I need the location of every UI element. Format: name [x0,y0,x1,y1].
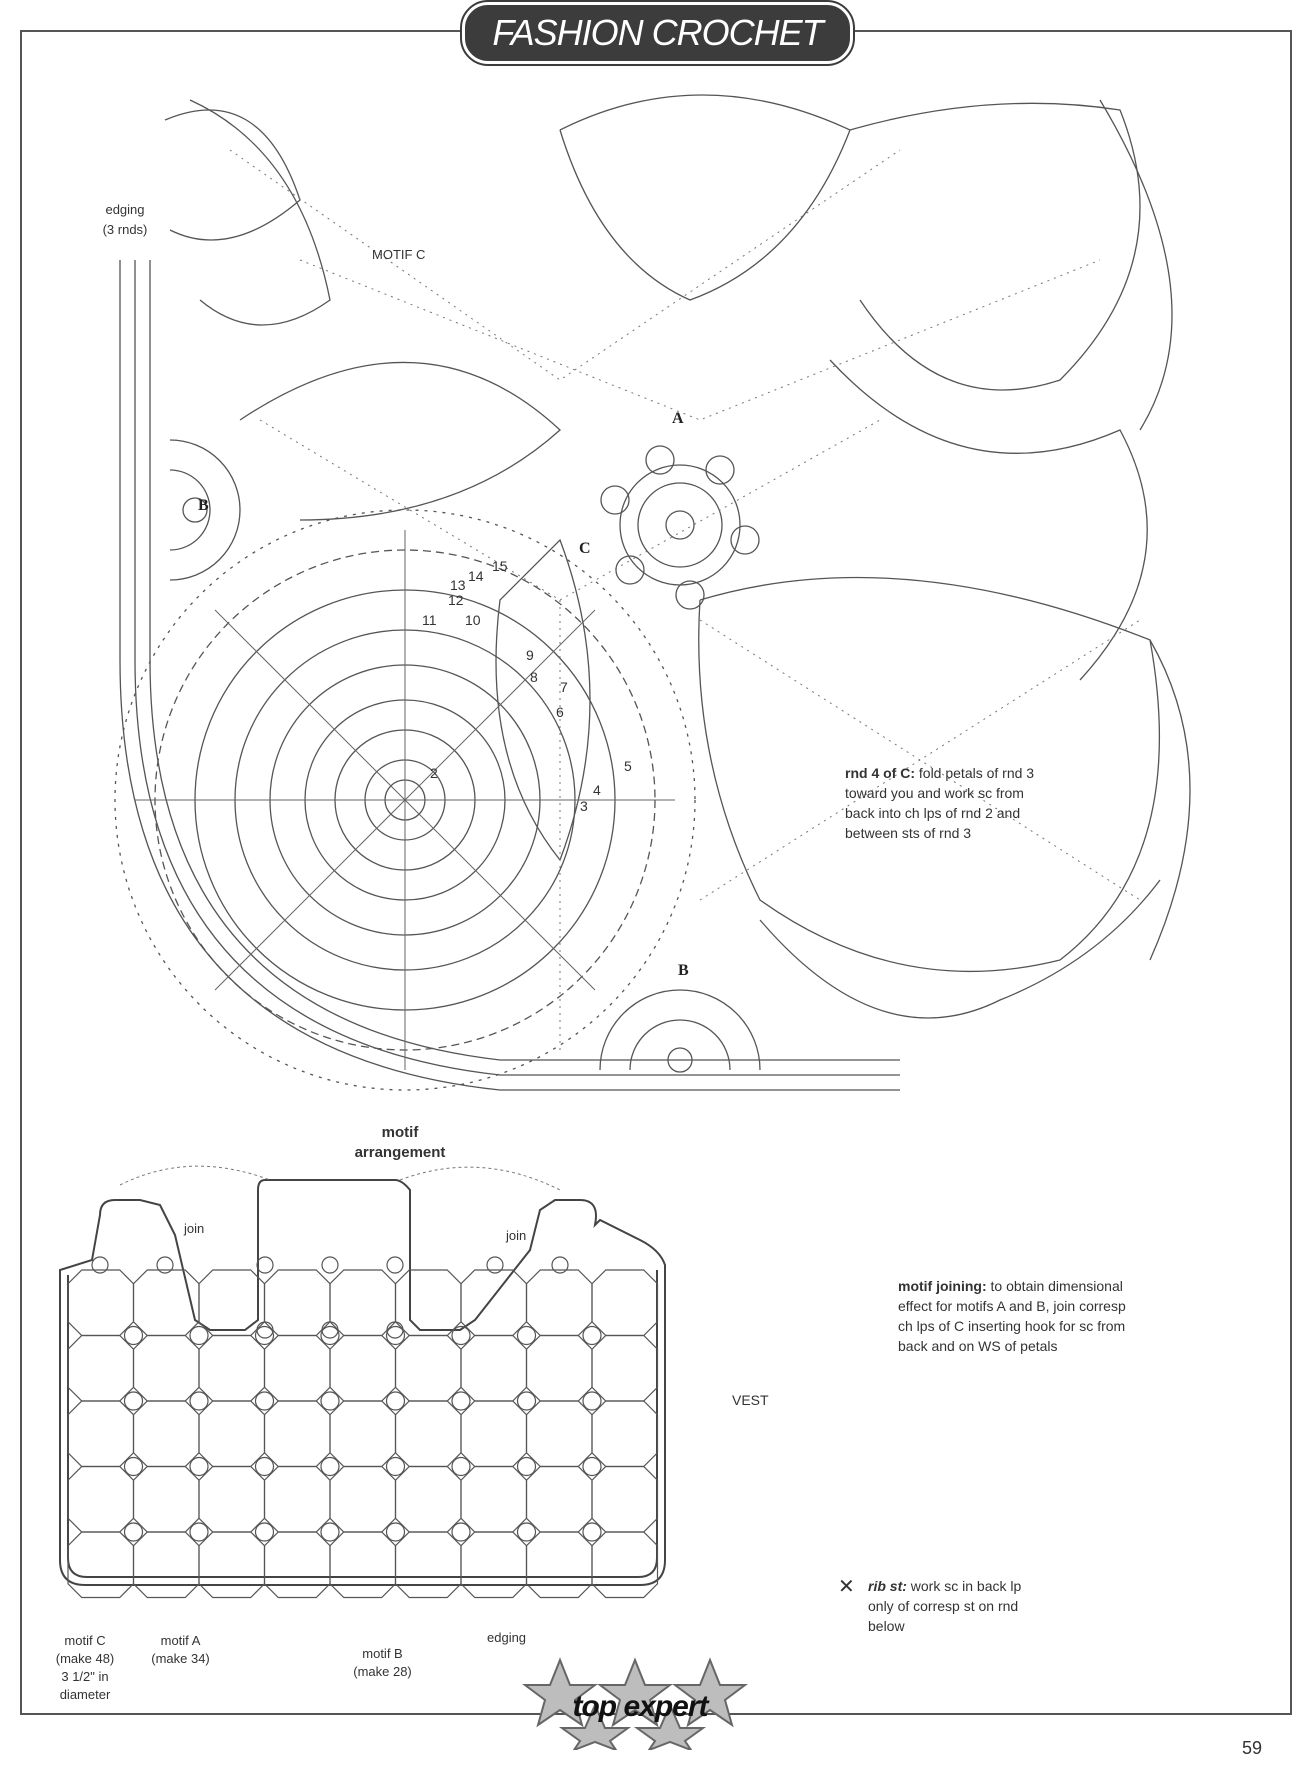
rnd4-note-title: rnd 4 of C: [845,765,915,781]
joining-note [898,1276,1188,1356]
edging-label-line1: edging [105,202,145,217]
banner-title: FASHION CROCHET [492,12,823,53]
round-number: 6 [556,704,564,720]
round-number: 10 [465,612,481,628]
edging-label [85,200,165,240]
motif-b-name: motif B [362,1646,403,1661]
motif-a-count: (make 34) [151,1651,210,1666]
round-number: 14 [468,568,484,584]
round-number: 2 [430,765,438,781]
joining-note-line: ch lps of C inserting hook for sc from [898,1318,1126,1334]
joining-note-line: effect for motifs A and B, join corresp [898,1298,1126,1314]
round-number: 4 [593,782,601,798]
rib-note-line: only of corresp st on rnd [868,1598,1019,1614]
brand-name: top expert [572,1690,708,1723]
round-number: 13 [450,577,466,593]
motif-c-size-unit: diameter [59,1687,111,1702]
rnd4-note-line: fold petals of rnd 3 [918,765,1035,781]
round-number: 7 [560,679,568,695]
round-number: 8 [530,669,538,685]
joining-note-line: to obtain dimensional [990,1278,1123,1294]
motif-c-count: (make 48) [55,1651,115,1666]
page-number: 59 [1241,1738,1262,1758]
rnd4-note [845,763,1105,843]
rib-note-title: rib st: [868,1578,907,1594]
rnd4-note-line: toward you and work sc from [845,785,1024,801]
motif-a-legend [138,1632,223,1668]
rib-note-line: below [868,1618,905,1634]
join-label-right: join [506,1228,527,1243]
round-number: 9 [526,647,534,663]
round-number: 15 [492,558,508,574]
motif-c-size: 3 1/2" in [61,1669,109,1684]
arrangement-title [300,1123,500,1163]
rnd4-note-line: back into ch lps of rnd 2 and [845,805,1021,821]
edging-legend: edging [487,1630,527,1645]
marker-b-left: B [198,497,209,514]
joining-note-title: motif joining: [898,1278,987,1294]
round-number: 5 [624,758,632,774]
arrangement-title-line1: motif [381,1124,419,1141]
arrangement-title-line2: arrangement [354,1144,446,1161]
motif-b-legend [340,1645,425,1681]
motif-c-label: MOTIF C [372,247,426,262]
marker-b: B [678,962,689,979]
rib-stitch-icon: ✕ [838,1576,855,1598]
round-number: 12 [448,592,464,608]
joining-note-line: back and on WS of petals [898,1338,1058,1354]
motif-a-name: motif A [160,1633,201,1648]
motif-b-count: (make 28) [353,1664,412,1679]
rib-note-line: work sc in back lp [910,1578,1022,1594]
motif-c-name: motif C [64,1633,106,1648]
round-number: 11 [422,612,437,628]
marker-c: C [579,540,591,557]
rib-note [868,1576,1088,1636]
motif-c-legend [45,1632,125,1704]
rnd4-note-line: between sts of rnd 3 [845,825,972,841]
join-label-left: join [184,1221,205,1236]
marker-a: A [672,410,684,427]
edging-label-line2: (3 rnds) [102,222,148,237]
round-number: 3 [580,798,588,814]
vest-label: VEST [732,1392,769,1408]
